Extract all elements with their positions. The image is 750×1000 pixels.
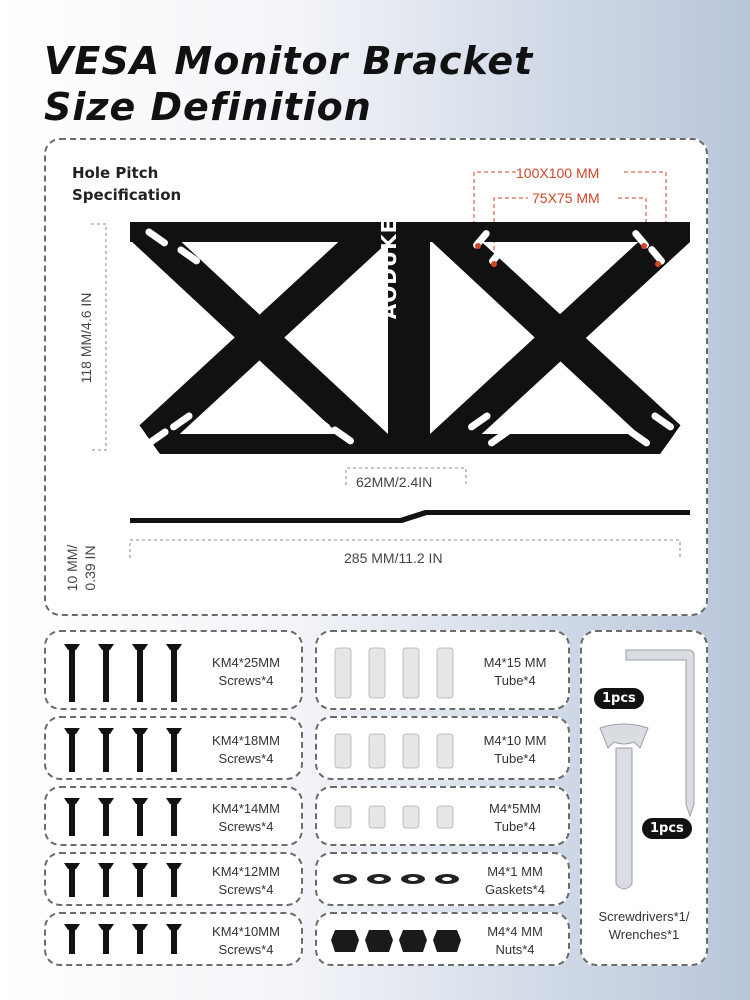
- screw-qty-5: Screws*4: [218, 942, 274, 957]
- screw-label-4: [196, 863, 296, 899]
- screw-icon-25mm: [62, 642, 192, 706]
- badge-1pcs-wrench: 1pcs: [594, 688, 644, 709]
- screw-name-4: KM4*12MM: [212, 864, 280, 879]
- tools-label: [584, 908, 704, 944]
- part-label-2: [465, 732, 565, 768]
- wrench-icon: [594, 724, 654, 894]
- screw-name-1: KM4*25MM: [212, 655, 280, 670]
- part-qty-4: Gaskets*4: [485, 882, 545, 897]
- screw-qty-3: Screws*4: [218, 819, 274, 834]
- part-name-1: M4*15 MM: [483, 655, 547, 670]
- part-card-2: [315, 716, 570, 780]
- screw-icon-18mm: [62, 726, 192, 776]
- screw-label-1: [196, 654, 296, 690]
- badge-1pcs-screwdriver: 1pcs: [642, 818, 692, 839]
- tools-card: [580, 630, 708, 966]
- screw-card-2: [44, 716, 303, 780]
- screw-icon-12mm: [62, 861, 192, 901]
- part-name-2: M4*10 MM: [483, 733, 547, 748]
- part-label-3: [465, 800, 565, 836]
- part-name-5: M4*4 MM: [487, 924, 543, 939]
- screw-icon-10mm: [62, 922, 192, 960]
- spec-heading-line-1: Hole Pitch: [72, 164, 159, 182]
- screw-card-3: [44, 786, 303, 846]
- part-qty-2: Tube*4: [494, 751, 536, 766]
- bracket-plate: [130, 222, 690, 454]
- screw-qty-4: Screws*4: [218, 882, 274, 897]
- part-card-4: [315, 852, 570, 906]
- page-title: [44, 38, 533, 130]
- part-label-5: [465, 923, 565, 959]
- center-width-label: 62MM/2.4IN: [356, 474, 433, 490]
- part-name-3: M4*5MM: [488, 801, 541, 816]
- pitch-100-label: 100X100 MM: [516, 165, 600, 181]
- tube-icon-15mm: [333, 644, 463, 704]
- screw-name-3: KM4*14MM: [212, 801, 280, 816]
- spec-panel: [44, 138, 708, 616]
- screw-qty-1: Screws*4: [218, 673, 274, 688]
- part-qty-3: Tube*4: [494, 819, 536, 834]
- thickness-line-1: 10 MM/: [64, 544, 80, 592]
- screw-card-4: [44, 852, 303, 906]
- screw-label-3: [196, 800, 296, 836]
- pitch-75-label: 75X75 MM: [532, 190, 600, 206]
- title-line-2: Size Definition: [44, 85, 372, 129]
- spec-heading-line-2: Specification: [72, 186, 182, 204]
- part-card-5: [315, 912, 570, 966]
- part-label-1: [465, 654, 565, 690]
- length-label: 285 MM/11.2 IN: [344, 550, 443, 566]
- screw-card-1: [44, 630, 303, 710]
- thickness-line-2: 0.39 IN: [82, 545, 98, 591]
- tools-label-line-1: Screwdrivers*1/: [598, 909, 690, 924]
- part-card-3: [315, 786, 570, 846]
- brand-logo: AODUKE: [377, 218, 401, 320]
- part-name-4: M4*1 MM: [487, 864, 543, 879]
- height-label: 118 MM/4.6 IN: [78, 292, 94, 384]
- part-label-4: [465, 863, 565, 899]
- bracket-profile: [130, 508, 690, 528]
- screw-name-5: KM4*10MM: [212, 924, 280, 939]
- tube-icon-5mm: [333, 802, 463, 838]
- part-qty-5: Nuts*4: [495, 942, 535, 957]
- tools-label-line-2: Wrenches*1: [608, 927, 680, 942]
- screw-label-2: [196, 732, 296, 768]
- screw-card-5: [44, 912, 303, 966]
- screw-qty-2: Screws*4: [218, 751, 274, 766]
- title-line-1: VESA Monitor Bracket: [44, 39, 534, 83]
- screw-label-5: [196, 923, 296, 959]
- screw-icon-14mm: [62, 796, 192, 840]
- gasket-icon: [331, 871, 461, 891]
- part-card-1: [315, 630, 570, 710]
- nut-icon: [331, 926, 461, 956]
- part-qty-1: Tube*4: [494, 673, 536, 688]
- thickness-label: [63, 533, 99, 603]
- screw-name-2: KM4*18MM: [212, 733, 280, 748]
- tube-icon-10mm: [333, 730, 463, 774]
